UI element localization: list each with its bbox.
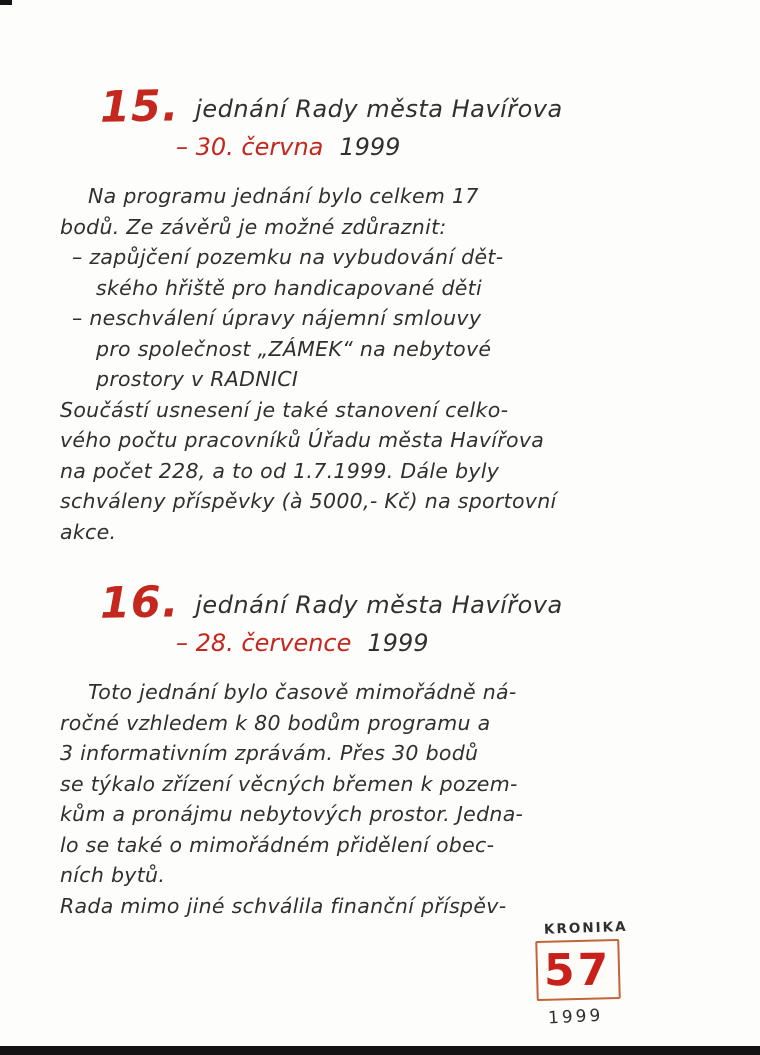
list-item-continuation: pro společnost „ZÁMEK“ na nebytové [96,336,492,361]
text-line: ročné vzhledem k 80 bodům programu a [60,710,491,735]
text-line: ních bytů. [60,863,166,887]
entry-16-title: jednání Rady města Havířova [195,591,563,619]
text-line: schváleny příspěvky (à 5000,- Kč) na sportovní [60,489,557,513]
list-item-continuation: ského hřiště pro handicapované děti [96,275,482,300]
scan-artifact-bottom-edge [0,1046,760,1055]
list-item: – neschválení úpravy nájemní smlouvy [72,306,482,330]
text-line: Součástí usnesení je také stanovení celko- [60,397,509,422]
list-item: – zapůjčení pozemku na vybudování dět- [72,245,504,269]
entry-15-body [60,181,704,547]
stamp-year: 1999 [547,1005,604,1029]
text-line: kům a pronájmu nebytových prostor. Jedna- [60,802,524,826]
list-item-continuation: prostory v RADNICI [96,367,299,391]
entry-16-date-red: – 28. července [176,629,352,657]
entry-16-date [176,629,760,657]
entry-15-date-year: 1999 [339,133,401,161]
text-line: Toto jednání bylo časově mimořádně ná- [88,680,517,704]
entry-16-heading [99,577,760,629]
stamp-box [535,939,621,1001]
text-line: 3 informativním zprávám. Přes 30 bodů [60,741,479,765]
entry-16-number: 16. [99,577,180,629]
text-line: Rada mimo jiné schválila finanční příspěv- [60,893,507,918]
entry-15-date-red: – 30. června [176,133,324,161]
kronika-stamp [534,918,644,1029]
entry-16 [0,577,760,921]
text-line: Na programu jednání bylo celkem 17 [88,184,479,208]
stamp-label: KRONIKA [543,918,628,938]
text-line: lo se také o mimořádném přidělení obec- [60,832,495,857]
text-line: vého počtu pracovníků Úřadu města Havířova [60,428,545,452]
entry-16-date-year: 1999 [367,629,429,657]
entry-15-title: jednání Rady města Havířova [195,95,563,123]
entry-15-heading [99,81,760,133]
text-line: akce. [60,519,117,544]
text-line: na počet 228, a to od 1.7.1999. Dále byly [60,458,500,483]
text-line: se týkalo zřízení věcných břemen k pozem- [60,771,518,796]
entry-15-date [176,133,760,161]
entry-16-body [60,677,704,921]
entry-15 [0,81,760,547]
text-line: bodů. Ze závěrů je možné zdůraznit: [60,214,447,239]
scan-artifact-corner [0,0,12,5]
entry-15-number: 15. [99,81,180,133]
stamp-page-number: 57 [544,944,612,996]
